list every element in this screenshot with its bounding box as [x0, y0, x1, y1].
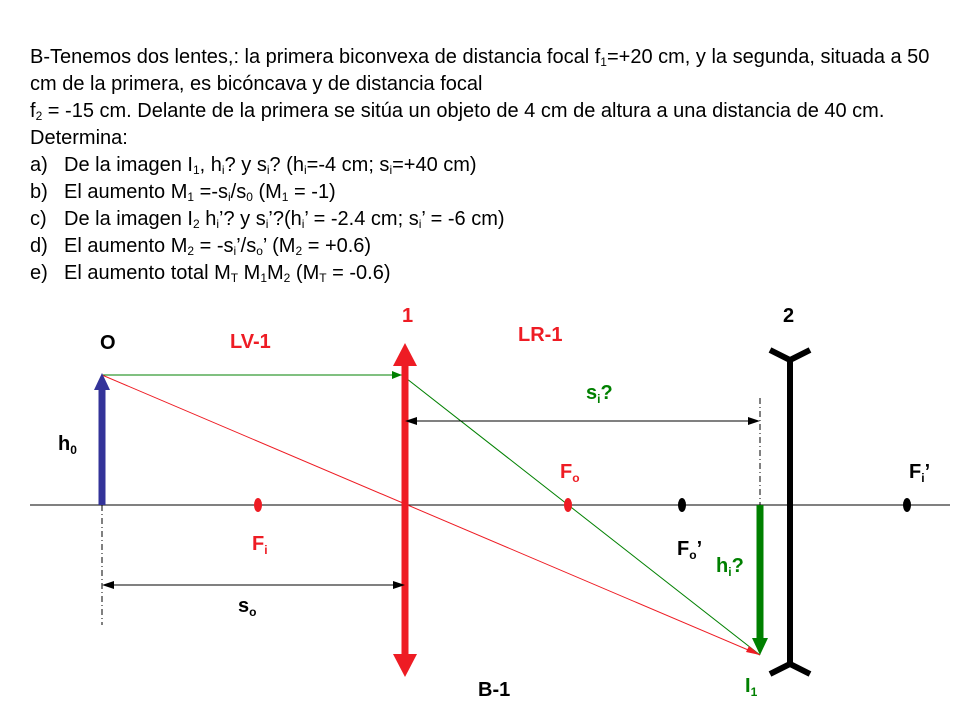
- intro-sub-2: 2: [35, 109, 43, 123]
- object-label: O: [100, 332, 116, 354]
- lens-2-label: 2: [783, 305, 795, 327]
- lens-2-top-cap: [770, 350, 810, 360]
- question-text: El aumento $M_1 =-s_i/s_0$ $(M_1 = -1)$: [64, 181, 336, 204]
- si-dimension-arrow-right: [748, 417, 760, 425]
- focal-point-fi2: [903, 498, 911, 512]
- question-text: El aumento total $M_T$ $M_1M_2$ $(M_T = -0.6)$: [64, 262, 391, 285]
- ray-central: [102, 375, 760, 655]
- hi-label: $h_i$?: [716, 555, 744, 579]
- question-marker: e): [30, 262, 48, 284]
- image-label: $I_1$: [745, 675, 758, 699]
- intro-text-3: f: [30, 100, 36, 122]
- question-text: De la imagen $I_2$ $h_i$’? y $s_i’?(h_i$’ = -2.4 cm; $s_i$’ = -6 cm): [64, 208, 505, 231]
- so-label: $s_o$: [238, 595, 257, 619]
- lens-1-label: 1: [402, 305, 414, 327]
- question-marker: c): [30, 208, 47, 230]
- intro-text-4: = -15 cm. Delante de la primera se sitúa un objeto de 4 cm de altura a una distancia de 40 cm. Determina:: [30, 100, 885, 149]
- ray-refracted: [402, 375, 760, 655]
- lens-1-bottom-arrowhead: [393, 654, 417, 677]
- fi2-label: $F_i$’: [909, 461, 931, 485]
- fi-label: $F_i$: [252, 533, 268, 557]
- focal-point-fo: [564, 498, 572, 512]
- question-text: De la imagen $I_1$, $h_i$? y $s_i$? ($h_i=-4$ cm; $s_i=+40$ cm): [64, 154, 477, 177]
- object-arrowhead: [94, 373, 110, 390]
- ray-parallel-arrowhead: [392, 371, 402, 379]
- intro-text-1: B-Tenemos dos lentes,: la primera biconvexa de distancia focal f: [30, 46, 601, 68]
- question-marker: b): [30, 181, 48, 203]
- question-marker: a): [30, 154, 48, 176]
- so-dimension-arrow-left: [102, 581, 114, 589]
- fo-label: $F_o$: [560, 461, 580, 485]
- h0-label: $h_0$: [58, 433, 77, 457]
- figure-label: B-1: [478, 679, 511, 701]
- intro-text-2: =+20 cm, y la segunda, situada a 50 cm de la primera, es bicóncava y de distancia focal: [30, 46, 930, 95]
- question-text: El aumento $M_2$ = $-s_i’/s_o$’ $(M_2 = +0.6)$: [64, 235, 372, 258]
- focal-point-fo2: [678, 498, 686, 512]
- fo2-label: $F_o$’: [677, 538, 703, 562]
- lv-label: LV-1: [230, 331, 271, 353]
- si-label: $s_i$?: [586, 382, 613, 406]
- lens-2-bottom-cap: [770, 664, 810, 674]
- question-marker: d): [30, 235, 48, 257]
- focal-point-fi: [254, 498, 262, 512]
- intro-sub-1: 1: [600, 55, 607, 69]
- lens-1-top-arrowhead: [393, 343, 417, 366]
- lr-label: LR-1: [518, 324, 563, 346]
